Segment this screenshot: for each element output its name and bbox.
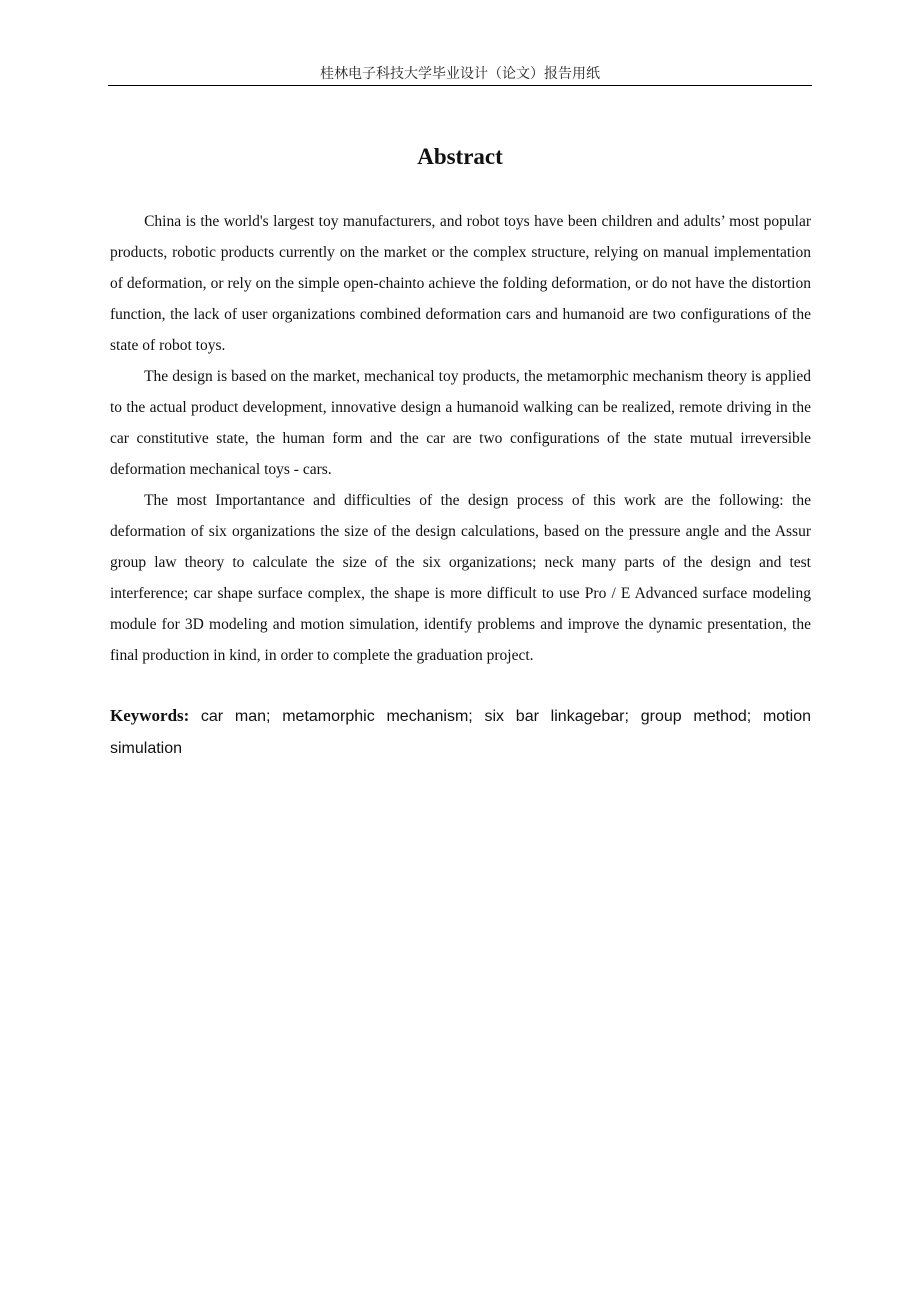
- keywords-label: Keywords:: [110, 706, 190, 725]
- abstract-paragraph-2: The design is based on the market, mechanical toy products, the metamorphic mechanism theory is applied to the actual product development, innovative design a humanoid walking can be realized, remote driving in the car constitutive state, the human form and the car are two configurations of the state mutual irreversible deformation mechanical toys - cars.: [110, 368, 811, 478]
- header-rule: [108, 85, 812, 86]
- abstract-paragraph-3: The most Importantance and difficulties of the design process of this work are the following: the deformation of six organizations the size of the design calculations, based on the pressure angle and the Assur group law theory to calculate the size of the six organizations; neck many parts of the design and test interference; car shape surface complex, the shape is more difficult to use Pro / E Advanced surface modeling module for 3D modeling and motion simulation, identify problems and improve the dynamic presentation, the final production in kind, in order to complete the graduation project.: [110, 492, 811, 664]
- abstract-body: [110, 206, 811, 671]
- abstract-paragraph-1: China is the world's largest toy manufacturers, and robot toys have been children and adults’ most popular products, robotic products currently on the market or the complex structure, relying on manual implementation of deformation, or rely on the simple open-chainto achieve the folding deformation, or do not have the distortion function, the lack of user organizations combined deformation cars and humanoid are two configurations of the state of robot toys.: [110, 213, 811, 354]
- keywords-line: [110, 700, 811, 764]
- running-header: 桂林电子科技大学毕业设计（论文）报告用纸: [320, 66, 600, 82]
- abstract-title: Abstract: [417, 144, 503, 169]
- keywords-text: car man; metamorphic mechanism; six bar linkagebar; group method; motion simulation: [110, 708, 812, 757]
